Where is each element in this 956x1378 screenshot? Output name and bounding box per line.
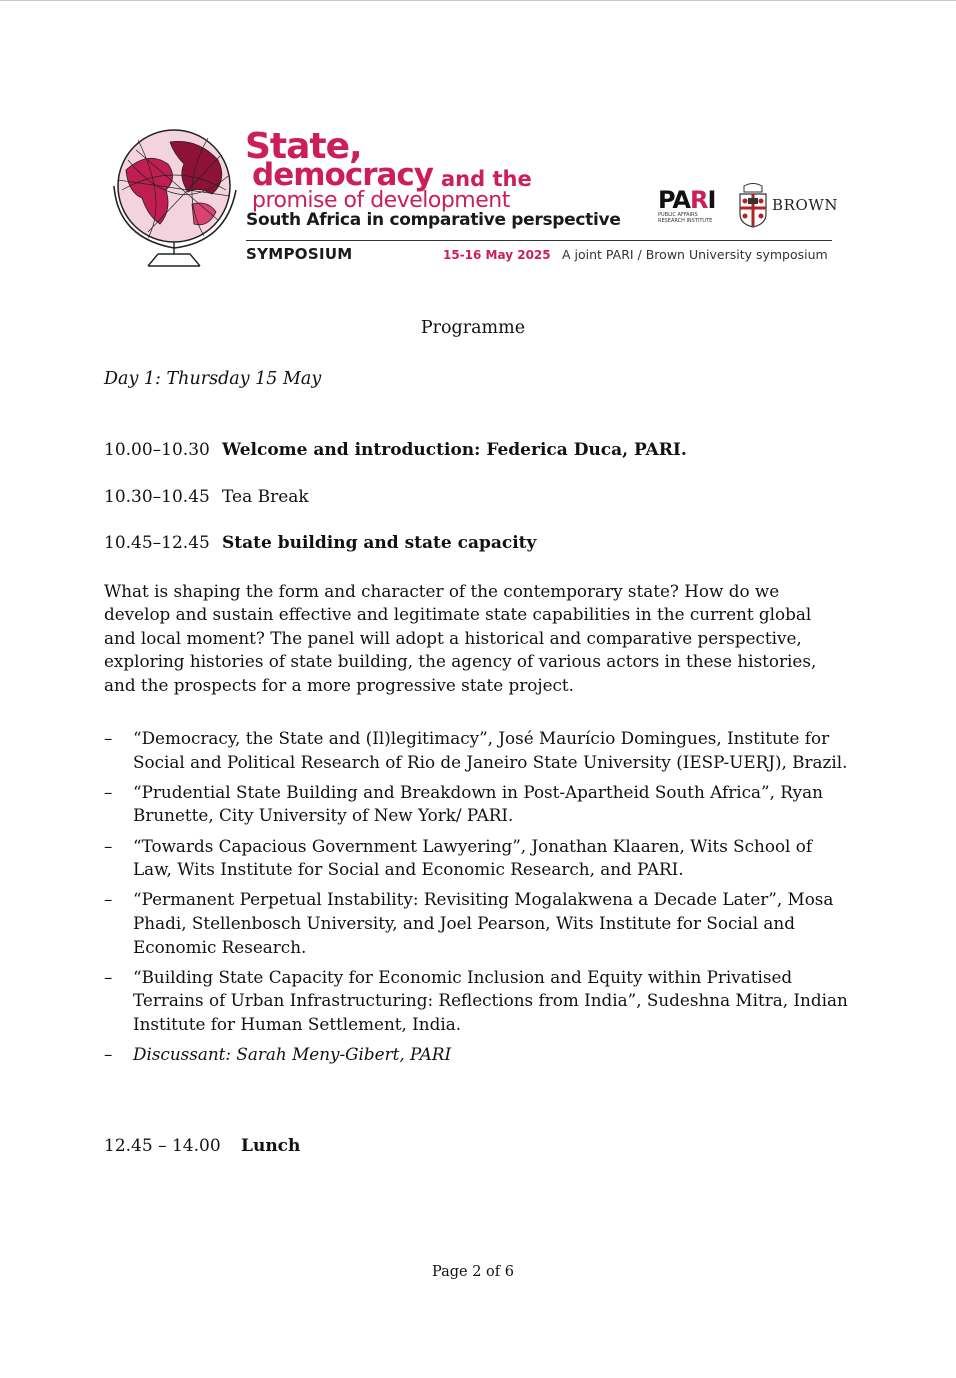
banner-dates: 15-16 May 2025: [443, 248, 551, 262]
slot-label: Tea Break: [222, 487, 309, 507]
list-dash: –: [104, 889, 113, 910]
brown-logo-word: BROWN: [772, 196, 839, 214]
list-dash: –: [104, 728, 113, 748]
banner-subtitle: South Africa in comparative perspective: [246, 210, 621, 230]
list-dash: –: [104, 966, 113, 987]
paper-text: “Building State Capacity for Economic Inclusion and Equity within Privatised Terrains of Urban Infrastructuring: Reflections from India”, Sudeshna Mitra, Indian Institute for Human Settlement, India.: [133, 966, 848, 1034]
banner-title-line2b: and the: [441, 167, 532, 191]
list-dash: –: [104, 835, 113, 856]
banner-joint-text: A joint PARI / Brown University symposium: [562, 247, 828, 262]
list-dash: –: [104, 781, 113, 802]
page-title: Programme: [420, 318, 526, 338]
schedule-slot-session: [104, 533, 537, 553]
slot-time: 10.00–10.30: [104, 440, 210, 460]
paper-text: “Prudential State Building and Breakdown in Post-Apartheid South Africa”, Ryan Brunette, City University of New York/ PARI.: [133, 781, 823, 826]
list-item: [104, 888, 849, 959]
schedule-slot-welcome: [104, 440, 687, 460]
paper-text: “Democracy, the State and (Il)legitimacy”, José Maurício Domingues, Institute for Social and Political Research of Rio de Janeiro State University (IESP-UERJ), Brazil.: [133, 728, 848, 772]
paper-text: “Towards Capacious Government Lawyering”, Jonathan Klaaren, Wits School of Law, Wits Institute for Social and Economic Research, and PARI.: [133, 835, 813, 880]
slot-time: 10.45–12.45: [104, 533, 210, 553]
day-heading: Day 1: Thursday 15 May: [104, 369, 322, 389]
page-top-border: [0, 0, 956, 1]
list-item: [104, 835, 849, 882]
paper-text: “Permanent Perpetual Instability: Revisiting Mogalakwena a Decade Later”, Mosa Phadi, Stellenbosch University, and Joel Pearson, Wits Institute for Social and Economic Research.: [133, 889, 834, 957]
banner-title-line3: promise of development: [252, 188, 510, 213]
slot-label: Welcome and introduction: Federica Duca, PARI.: [222, 440, 687, 460]
pari-logo: [658, 188, 720, 230]
slot-label: Lunch: [241, 1136, 301, 1156]
pari-logo-word: PARI: [658, 186, 716, 214]
list-dash: –: [104, 1044, 113, 1065]
session-description: What is shaping the form and character of the contemporary state? How do we develop and sustain effective and legitimate state capabilities in the current global and local moment? The panel will adopt a historical and comparative perspective, exploring histories of state building, the agency of various actors in these histories, and the prospects for a more progressive state project.: [104, 581, 817, 695]
banner-divider: [246, 240, 832, 241]
schedule-slot-lunch: [104, 1136, 301, 1156]
slot-time: 12.45 – 14.00: [104, 1136, 221, 1156]
paper-text: Discussant: Sarah Meny-Gibert, PARI: [133, 1044, 452, 1065]
page-number: Page 2 of 6: [432, 1264, 514, 1280]
list-item: [104, 966, 849, 1037]
paper-list: [104, 727, 849, 1073]
slot-time: 10.30–10.45: [104, 487, 210, 507]
pari-logo-subtitle: PUBLIC AFFAIRS RESEARCH INSTITUTE: [658, 212, 713, 224]
banner-symposium-label: SYMPOSIUM: [246, 245, 353, 263]
globe-logo-icon: [108, 120, 248, 272]
slot-label: State building and state capacity: [222, 533, 537, 553]
banner-title-line2: democracy: [252, 157, 433, 193]
list-item: [104, 781, 849, 828]
banner-title-line1: State,: [245, 126, 362, 167]
schedule-slot-tea-break: [104, 487, 309, 507]
brown-shield-icon: [738, 182, 768, 228]
list-item-discussant: [104, 1043, 849, 1067]
list-item: [104, 727, 849, 774]
